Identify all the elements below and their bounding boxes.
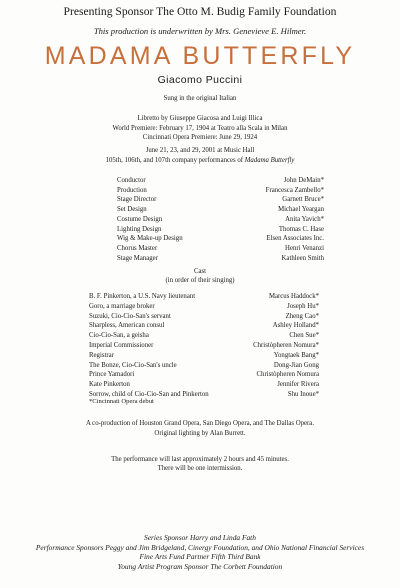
role-label: Suzuki, Cio-Cio-San's servant — [89, 312, 171, 320]
performance-block — [0, 146, 400, 165]
person-name: Elsen Associates Inc. — [266, 235, 324, 243]
lighting-credit: Original lighting by Alan Burrett. — [154, 430, 246, 437]
cast-row — [89, 331, 319, 341]
credits-list — [117, 176, 324, 263]
credit-row — [117, 254, 324, 264]
role-label: Goro, a marriage broker — [89, 302, 155, 310]
credit-row — [117, 176, 324, 186]
cast-subtitle: (in order of their singing) — [165, 276, 235, 284]
underwritten-note: This production is underwritten by Mrs. Genevieve E. Hilmer. — [93, 26, 307, 36]
person-name: Christòpheren Nomura* — [253, 341, 319, 349]
role-label: Stage Director — [117, 196, 157, 204]
role-label: Wig & Make-up Design — [117, 235, 183, 243]
cast-row — [89, 341, 319, 351]
role-label: Stage Manager — [117, 254, 158, 262]
role-label: Set Design — [117, 206, 147, 214]
role-label: Costume Design — [117, 215, 163, 223]
intermission-line: There will be one intermission. — [157, 465, 243, 473]
role-label: Imperial Commissioner — [89, 341, 154, 349]
cast-row — [89, 321, 319, 331]
role-label: Chorus Master — [117, 244, 158, 252]
person-name: Kathleen Smith — [281, 254, 324, 262]
person-name: Yongtaek Bang* — [273, 351, 319, 359]
cast-row — [89, 292, 319, 302]
world-premiere-line: World Premiere: February 17, 1904 at Teatro alla Scala in Milan — [112, 124, 288, 132]
coproduction-line: A co-production of Houston Grand Opera, San Diego Opera, and The Dallas Opera. — [85, 420, 315, 427]
composer-name: Giacomo Puccini — [157, 74, 243, 86]
credit-row — [117, 205, 324, 215]
debut-note: *Cincinnati Opera debut — [89, 398, 154, 405]
person-name: Jennifer Rivera — [277, 381, 319, 389]
company-performances-prefix: 105th, 106th, and 107th company performances of — [105, 156, 245, 164]
duration-block — [0, 455, 400, 474]
series-sponsor: Series Sponsor Harry and Linda Fath — [144, 533, 256, 542]
cast-list — [89, 292, 319, 400]
cast-header — [0, 268, 400, 285]
role-label: Sorrow, child of Cio-Cio-San and Pinkerton — [89, 390, 209, 398]
cast-title: Cast — [193, 268, 207, 275]
person-name: Joseph Hu* — [287, 302, 319, 310]
person-name: Anita Yavich* — [285, 215, 324, 223]
cincinnati-premiere-line: Cincinnati Opera Premiere: June 29, 1924 — [142, 134, 258, 141]
credit-row — [117, 225, 324, 235]
person-name: Zheng Cao* — [285, 312, 319, 320]
person-name: Francesca Zambello* — [265, 186, 324, 194]
person-name: Thomas C. Hase — [278, 225, 324, 233]
credit-row — [117, 215, 324, 225]
role-label: Prince Yamadori — [89, 371, 135, 379]
history-block — [0, 114, 400, 143]
person-name: Chen Sue* — [289, 332, 319, 340]
role-label: Conductor — [117, 177, 146, 184]
role-label: The Bonze, Cio-Cio-San's uncle — [89, 361, 177, 369]
young-artist-sponsor: Young Artist Program Sponsor The Corbett Foundation — [117, 561, 283, 571]
role-label: Kate Pinkerton — [89, 381, 130, 389]
person-name: Ashley Holland* — [272, 322, 319, 330]
language-note: Sung in the original Italian — [163, 95, 237, 102]
fine-arts-partner: Fine Arts Fund Partner Fifth Third Bank — [139, 552, 261, 562]
credit-row — [117, 244, 324, 254]
performance-sponsors: Performance Sponsors Peggy and Jim Bridgeland, Cinergy Foundation, and Ohio National Financial Services — [35, 542, 365, 552]
person-name: Michael Yeargan — [278, 206, 324, 214]
company-performances-title: Madama Butterfly — [244, 156, 295, 164]
person-name: Garnett Bruce* — [282, 196, 324, 204]
libretto-line: Libretto by Giuseppe Giacosa and Luigi Illica — [137, 115, 263, 122]
credit-row — [117, 186, 324, 196]
presenting-sponsor: Presenting Sponsor The Otto M. Budig Family Foundation — [63, 5, 337, 18]
person-name: Henri Venanzi — [285, 244, 324, 252]
cast-row — [89, 351, 319, 361]
person-name: Christòpheren Nomura — [256, 371, 319, 379]
cast-row — [89, 302, 319, 312]
cast-row — [89, 370, 319, 380]
person-name: Shu Inoue* — [287, 390, 319, 398]
company-performances — [0, 156, 400, 166]
person-name: John DeMain* — [283, 177, 324, 184]
opera-title: MADAMA BUTTERFLY — [44, 42, 356, 70]
person-name: Dong-Jian Gong — [273, 361, 319, 369]
sponsors-block — [0, 533, 400, 571]
cast-row — [89, 380, 319, 390]
role-label: Lighting Design — [117, 225, 162, 233]
performance-dates: June 21, 23, and 29, 2001 at Music Hall — [145, 147, 255, 154]
person-name: Marcus Haddock* — [268, 293, 319, 300]
role-label: Registrar — [89, 351, 114, 359]
cast-row — [89, 361, 319, 371]
role-label: Sharpless, American consul — [89, 322, 165, 330]
duration-line: The performance will last approximately 2 hours and 45 minutes. — [111, 456, 289, 463]
role-label: Cio-Cio-San, a geisha — [89, 332, 149, 340]
credit-row — [117, 234, 324, 244]
coproduction-block — [0, 419, 400, 439]
role-label: Production — [117, 186, 147, 194]
credit-row — [117, 195, 324, 205]
cast-row — [89, 312, 319, 322]
role-label: B. F. Pinkerton, a U.S. Navy lieutenant — [89, 293, 196, 300]
